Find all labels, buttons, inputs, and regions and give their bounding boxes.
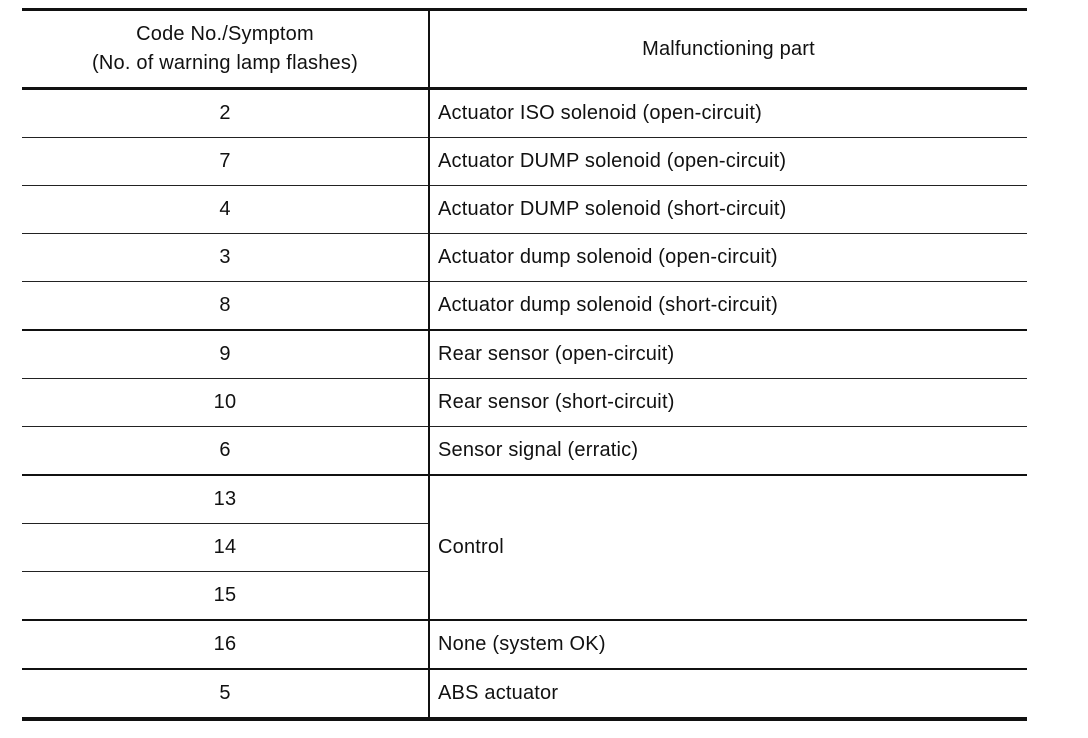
part-cell: Actuator ISO solenoid (open-circuit) [429, 89, 1027, 138]
code-cell: 4 [22, 186, 429, 234]
part-cell: Actuator DUMP solenoid (short-circuit) [429, 186, 1027, 234]
code-cell: 6 [22, 427, 429, 476]
table-row [22, 379, 1027, 427]
part-cell: Actuator dump solenoid (open-circuit) [429, 234, 1027, 282]
code-cell: 5 [22, 669, 429, 719]
part-cell: None (system OK) [429, 620, 1027, 669]
code-cell: 10 [22, 379, 429, 427]
table-row [22, 475, 1027, 524]
header-row [22, 10, 1027, 89]
part-cell-merged: Control [429, 475, 1027, 620]
table-row [22, 620, 1027, 669]
part-cell: Rear sensor (short-circuit) [429, 379, 1027, 427]
header-code-symptom [22, 10, 429, 89]
code-cell: 14 [22, 524, 429, 572]
header-code-line2: (No. of warning lamp flashes) [92, 52, 358, 74]
code-cell: 3 [22, 234, 429, 282]
part-cell: Actuator DUMP solenoid (open-circuit) [429, 138, 1027, 186]
code-cell: 2 [22, 89, 429, 138]
part-cell: Rear sensor (open-circuit) [429, 330, 1027, 379]
code-cell: 16 [22, 620, 429, 669]
table-row [22, 186, 1027, 234]
table-row [22, 282, 1027, 331]
part-cell: Actuator dump solenoid (short-circuit) [429, 282, 1027, 331]
part-cell: Sensor signal (erratic) [429, 427, 1027, 476]
code-cell: 8 [22, 282, 429, 331]
table-row [22, 138, 1027, 186]
part-cell: ABS actuator [438, 682, 559, 704]
table-row [22, 330, 1027, 379]
table-row [22, 669, 1027, 719]
table-row [22, 234, 1027, 282]
code-cell: 13 [22, 475, 429, 524]
code-cell: 9 [22, 330, 429, 379]
header-code-line1: Code No./Symptom [136, 23, 314, 45]
code-cell: 15 [22, 572, 429, 621]
table-row [22, 427, 1027, 476]
code-cell: 7 [22, 138, 429, 186]
header-malfunctioning-part: Malfunctioning part [429, 10, 1027, 89]
table-row [22, 89, 1027, 138]
malfunction-code-table [22, 8, 1027, 721]
